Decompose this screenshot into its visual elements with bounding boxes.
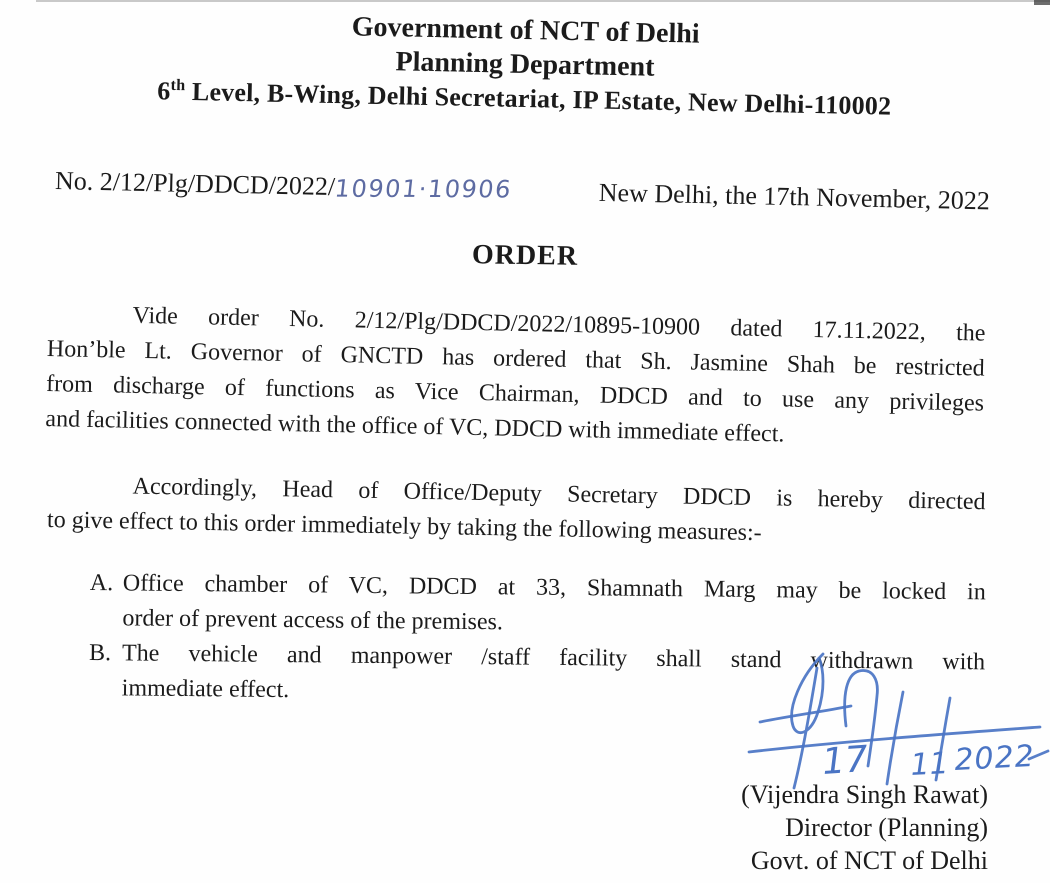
signature-ink (735, 642, 1050, 792)
measure-a-line-1: Office chamber of VC, DDCD at 33, Shamnath Marg may be locked in (122, 570, 986, 606)
measure-a-text (122, 566, 986, 645)
order-heading: ORDER (471, 239, 579, 272)
signature-block (741, 778, 988, 877)
para1-line-1: Vide order No. 2/12/Plg/DDCD/2022/10895-10900 dated 17.11.2022, the (132, 302, 986, 347)
address-floor-number: 6 (157, 76, 171, 106)
measure-b-line-1: The vehicle and manpower /staff facility shall stand withdrawn with (121, 640, 986, 676)
letterhead-line-government: Government of NCT of Delhi (351, 11, 700, 50)
measure-b-marker: B. (88, 639, 112, 667)
handwritten-date-day: 17 (820, 738, 870, 783)
scan-corner-artifact (1034, 0, 1050, 5)
scan-top-edge-artifact (36, 0, 1050, 2)
para2-line-1: Accordingly, Head of Office/Deputy Secretary DDCD is hereby directed (132, 473, 986, 516)
reference-row (55, 166, 990, 216)
handwritten-date-month: 11 (909, 746, 950, 783)
measure-a-line-2: order of prevent access of the premises. (122, 605, 504, 636)
place-and-date: New Delhi, the 17th November, 2022 (598, 177, 991, 216)
paragraph-2 (47, 468, 986, 555)
letterhead (0, 3, 1050, 127)
letterhead-line-department: Planning Department (395, 46, 655, 83)
measure-a-marker: A. (89, 569, 114, 597)
signature-underline-short (760, 706, 851, 722)
address-rest: Level, B-Wing, Delhi Secretariat, IP Estate, New Delhi-110002 (184, 76, 892, 121)
signatory-title: Director (Planning) (785, 813, 988, 842)
para2-line-2: to give effect to this order immediately by taking the following measures:- (46, 506, 762, 547)
para1-line-4: and facilities connected with the office of VC, DDCD with immediate effect. (45, 405, 785, 448)
reference-number-handwritten: 10901·10906 (333, 174, 514, 204)
signatory-name: (Vijendra Singh Rawat) (741, 780, 988, 809)
para1-line-2: Hon’ble Lt. Governor of GNCTD has ordered that Sh. Jasmine Shah be restricted (46, 335, 985, 382)
measure-item-a (89, 566, 986, 645)
signatory-org: Govt. of NCT of Delhi (750, 846, 988, 875)
reference-number-printed: No. 2/12/Plg/DDCD/2022/ (54, 166, 336, 202)
measure-b-line-2: immediate effect. (121, 675, 290, 704)
paragraph-1 (45, 297, 986, 457)
para1-line-3: from discharge of functions as Vice Chairman, DDCD and to use any privileges (45, 370, 985, 417)
address-ordinal-suffix: th (170, 76, 186, 95)
reference-number (55, 166, 513, 206)
signature-scribble-loop (792, 654, 823, 788)
handwritten-date-year: 2022 (953, 738, 1036, 778)
